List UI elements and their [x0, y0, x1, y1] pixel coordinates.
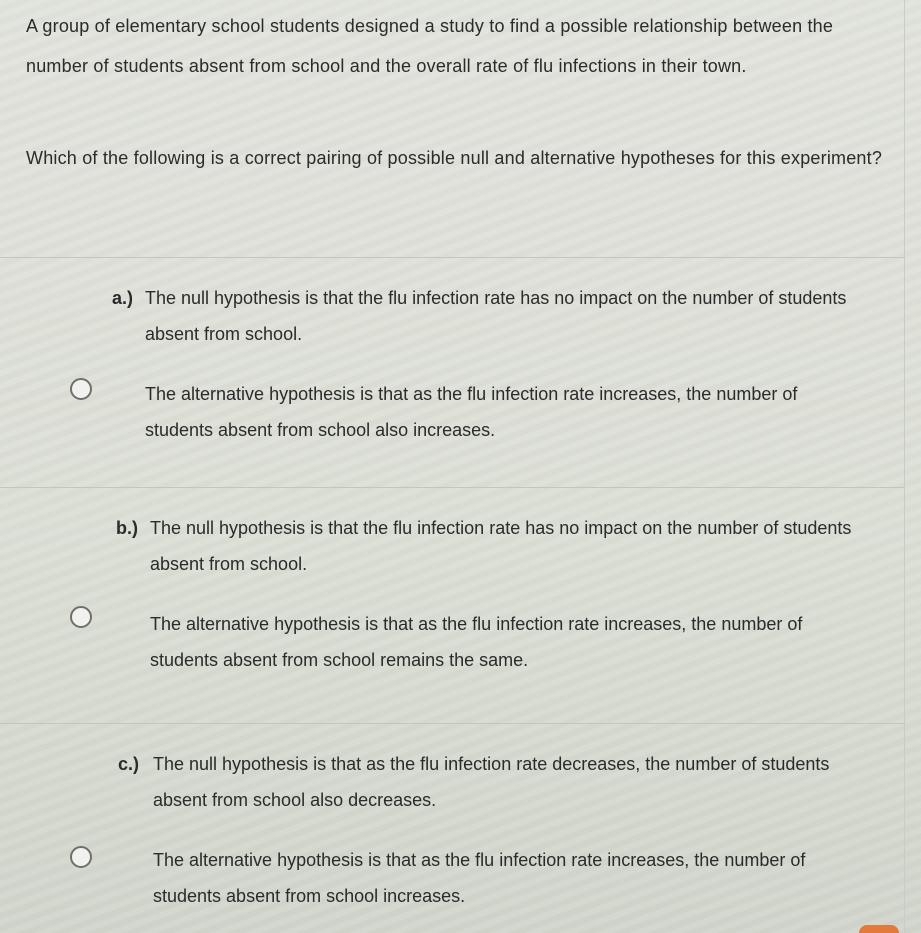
option-c-alternative-hypothesis: The alternative hypothesis is that as the flu infection rate increases, the number of students absent from school increases. [153, 850, 806, 906]
corner-accent-mark [859, 925, 899, 933]
option-letter-c: c.) [118, 754, 140, 774]
option-letter-b: b.) [116, 518, 138, 538]
radio-button-c[interactable] [70, 846, 92, 868]
option-a-alternative-hypothesis: The alternative hypothesis is that as the flu infection rate increases, the number of students absent from school also increases. [145, 384, 798, 440]
option-b-null-hypothesis: The null hypothesis is that the flu infection rate has no impact on the number of students absent from school. [150, 518, 852, 574]
question-prompt: Which of the following is a correct pairing of possible null and alternative hypotheses for this experiment? [26, 148, 883, 168]
radio-button-b[interactable] [70, 606, 92, 628]
answer-option-c[interactable] [0, 724, 905, 933]
question-stem: A group of elementary school students designed a study to find a possible relationship between the number of students absent from school and the overall rate of flu infections in their town. [26, 16, 834, 76]
radio-button-a[interactable] [70, 378, 92, 400]
answer-option-b[interactable] [0, 488, 905, 724]
option-a-null-hypothesis: The null hypothesis is that the flu infection rate has no impact on the number of students absent from school. [145, 288, 847, 344]
answer-option-a[interactable] [0, 258, 905, 488]
option-c-null-hypothesis: The null hypothesis is that as the flu infection rate decreases, the number of students absent from school also decreases. [153, 754, 830, 810]
option-b-alternative-hypothesis: The alternative hypothesis is that as the flu infection rate increases, the number of students absent from school remains the same. [150, 614, 803, 670]
option-letter-a: a.) [112, 288, 134, 308]
question-card [0, 0, 905, 258]
